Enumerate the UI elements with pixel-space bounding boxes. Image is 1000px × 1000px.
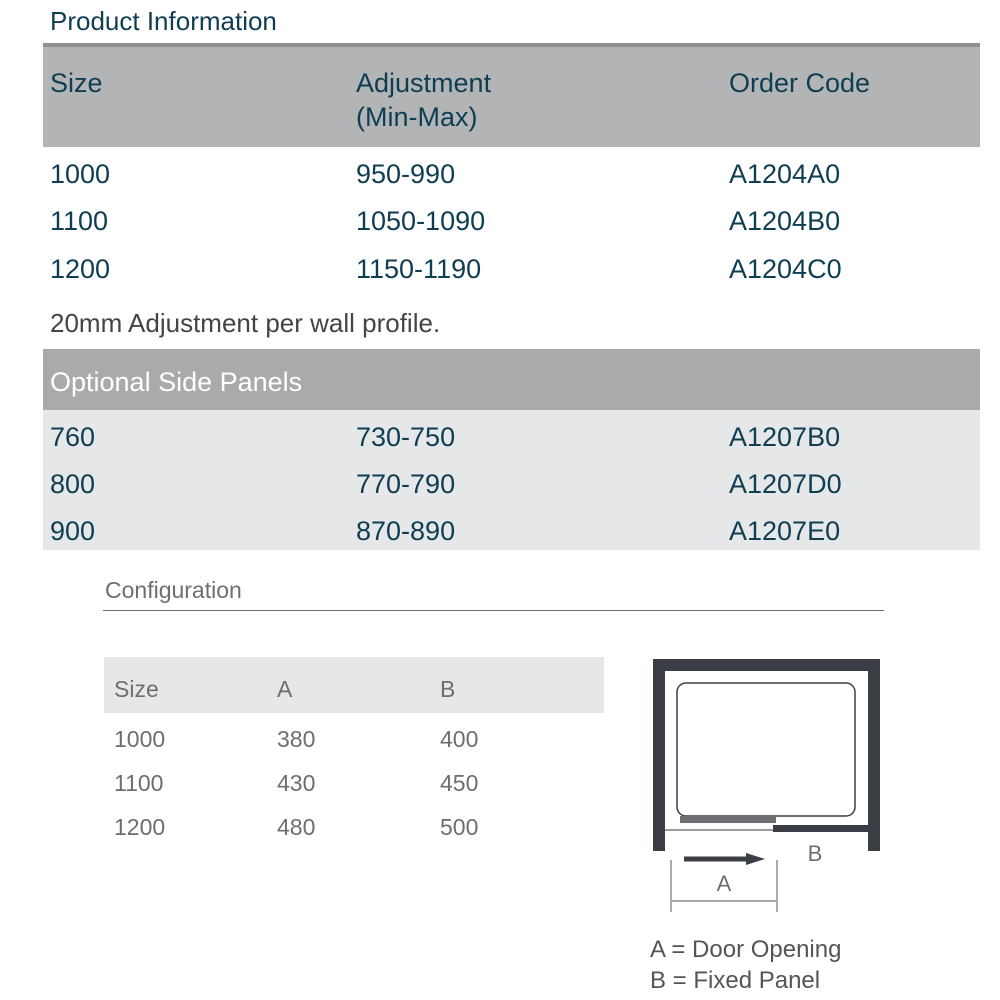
configuration-title: Configuration [105,577,242,603]
cell-adjustment: 950-990 [356,159,456,189]
label-a: A [716,871,732,896]
cell-order-code: A1204A0 [729,159,841,189]
side-panels-title: Optional Side Panels [50,367,303,397]
shower-tray [677,683,855,816]
right-wall [868,659,880,851]
sliding-door [680,816,776,823]
header-adjustment: Adjustment [356,68,492,98]
divider [103,610,884,611]
cell-adjustment: 870-890 [356,516,456,546]
config-cell: 430 [277,770,316,796]
config-cell: 500 [440,814,479,840]
config-cell: 380 [277,726,316,752]
header-order-code: Order Code [729,68,871,98]
legend-b: B = Fixed Panel [650,967,821,994]
cell-size: 800 [50,469,96,499]
config-cell: 1000 [114,726,166,752]
config-header-a: A [277,676,293,702]
cell-order-code: A1204B0 [729,206,841,236]
back-wall [653,659,880,671]
header-adjustment-sub: (Min-Max) [356,102,478,132]
page-title: Product Information [50,6,277,36]
arrow-head-icon [746,853,765,865]
config-table-header [104,657,604,713]
cell-adjustment: 730-750 [356,422,456,452]
cell-size: 1000 [50,159,111,189]
cell-adjustment: 1050-1090 [356,206,486,236]
cell-order-code: A1207B0 [729,422,841,452]
cell-order-code: A1207E0 [729,516,841,546]
fixed-panel [773,825,868,832]
config-cell: 1100 [114,770,164,796]
cell-size: 900 [50,516,96,546]
config-header-size: Size [114,676,159,702]
adjustment-note: 20mm Adjustment per wall profile. [50,308,441,338]
config-header-b: B [440,676,456,702]
config-cell: 1200 [114,814,166,840]
cell-adjustment: 1150-1190 [356,254,482,284]
shower-configuration-diagram [640,650,890,920]
left-wall [653,659,665,851]
config-cell: 400 [440,726,479,752]
config-cell: 450 [440,770,479,796]
cell-order-code: A1207D0 [729,469,842,499]
cell-order-code: A1204C0 [729,254,842,284]
config-cell: 480 [277,814,316,840]
cell-adjustment: 770-790 [356,469,456,499]
cell-size: 1200 [50,254,111,284]
cell-size: 760 [50,422,96,452]
cell-size: 1100 [50,206,109,236]
header-size: Size [50,68,103,98]
label-b: B [807,841,823,866]
legend-a: A = Door Opening [650,936,842,963]
